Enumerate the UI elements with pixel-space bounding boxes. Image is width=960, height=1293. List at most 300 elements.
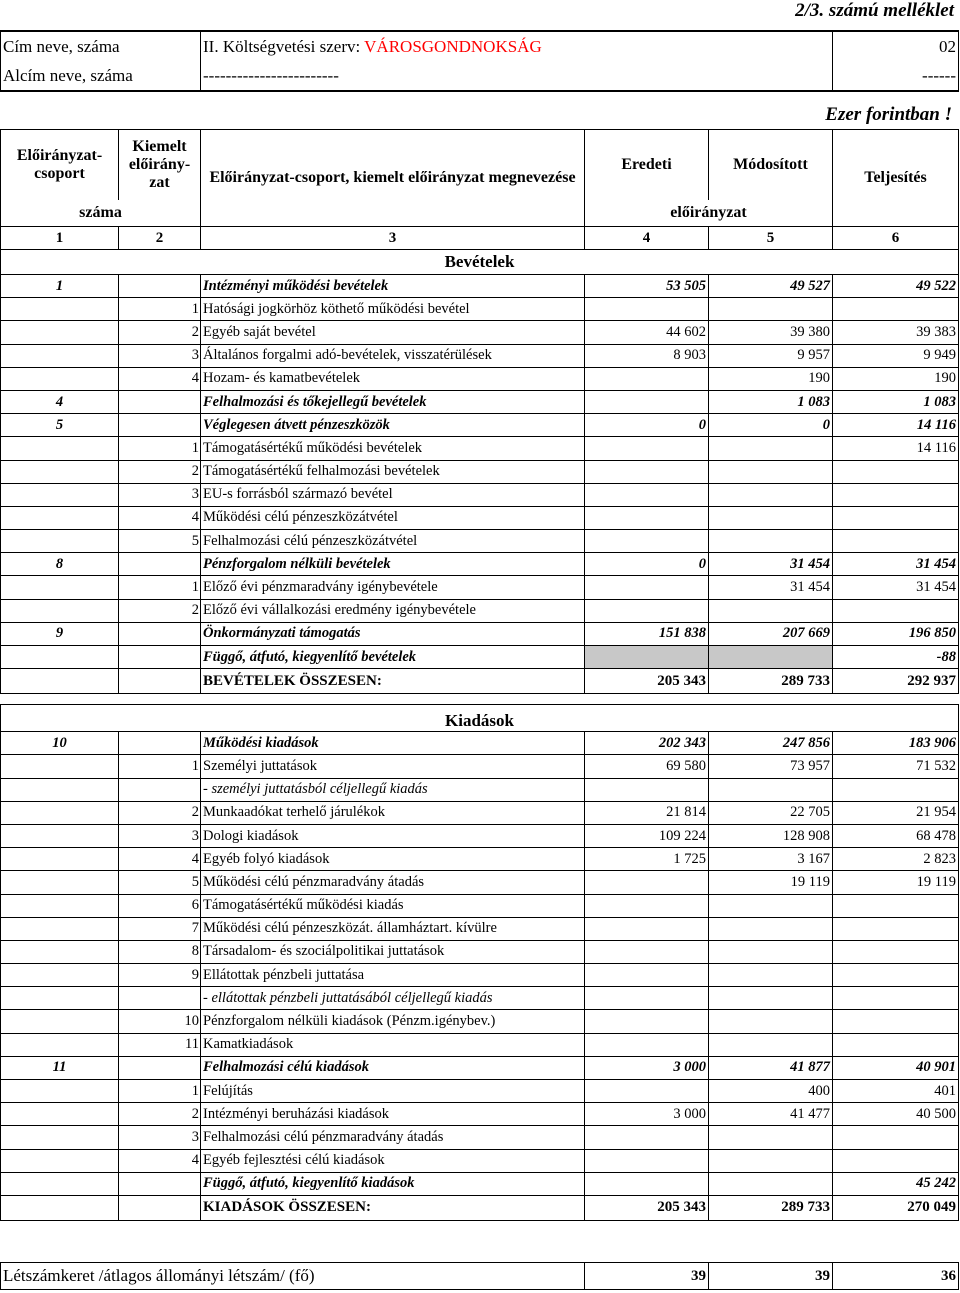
modified-value-cell: 1 083 — [709, 390, 833, 413]
original-value-cell — [585, 1172, 709, 1195]
col-modified-header: Módosított — [709, 130, 833, 201]
item-name-cell: Függő, átfutó, kiegyenlítő kiadások — [201, 1172, 585, 1195]
modified-value-cell — [709, 530, 833, 553]
completed-value-cell — [833, 778, 959, 801]
item-name-cell: Támogatásértékű működési bevételek — [201, 437, 585, 460]
modified-value-cell — [709, 894, 833, 917]
modified-value-cell — [709, 460, 833, 483]
expense-row — [1, 824, 959, 847]
item-name-cell: EU-s forrásból származó bevétel — [201, 483, 585, 506]
modified-value-cell — [709, 1126, 833, 1149]
group-number-cell — [1, 530, 119, 553]
completed-value-cell — [833, 964, 959, 987]
group-number-cell — [1, 917, 119, 940]
column-header-row — [1, 130, 959, 201]
original-value-cell: 202 343 — [585, 732, 709, 755]
group-number-cell: 10 — [1, 732, 119, 755]
item-number-cell — [119, 553, 201, 576]
income-row — [1, 298, 959, 321]
expense-row — [1, 755, 959, 778]
group-number-cell — [1, 848, 119, 871]
item-name-cell: Felhalmozási célú pénzeszközátvétel — [201, 530, 585, 553]
group-number-cell — [1, 824, 119, 847]
item-name-cell: Működési kiadások — [201, 732, 585, 755]
modified-value-cell: 22 705 — [709, 801, 833, 824]
item-number-cell — [119, 622, 201, 645]
group-number-cell: 9 — [1, 622, 119, 645]
completed-value-cell: 401 — [833, 1080, 959, 1103]
completed-value-cell — [833, 917, 959, 940]
completed-value-cell: 14 116 — [833, 437, 959, 460]
completed-value-cell: 9 949 — [833, 344, 959, 367]
original-value-cell — [585, 1126, 709, 1149]
item-number-cell: 5 — [119, 871, 201, 894]
group-number-cell — [1, 506, 119, 529]
group-number-cell — [1, 987, 119, 1010]
col-name-header: Előirányzat-csoport, kiemelt előirányzat megnevezése — [201, 130, 585, 227]
item-name-cell: Pénzforgalom nélküli kiadások (Pénzm.igénybev.) — [201, 1010, 585, 1033]
completed-value-cell: 1 083 — [833, 390, 959, 413]
col-appropriation-label: előirányzat — [585, 200, 833, 227]
staff-original: 39 — [585, 1263, 709, 1290]
group-number-cell — [1, 1195, 119, 1220]
income-row — [1, 275, 959, 298]
original-value-cell: 69 580 — [585, 755, 709, 778]
modified-value-cell: 73 957 — [709, 755, 833, 778]
item-name-cell: Általános forgalmi adó-bevételek, visszatérülések — [201, 344, 585, 367]
staff-completed: 36 — [833, 1263, 959, 1290]
item-number-cell: 6 — [119, 894, 201, 917]
completed-value-cell — [833, 1149, 959, 1172]
modified-value-cell: 3 167 — [709, 848, 833, 871]
col-group-header: Előirányzat-csoport — [1, 130, 119, 201]
header-table — [0, 30, 959, 92]
item-number-cell: 4 — [119, 506, 201, 529]
modified-value-cell — [709, 1010, 833, 1033]
item-name-cell: Egyéb saját bevétel — [201, 321, 585, 344]
item-number-cell — [119, 732, 201, 755]
original-value-cell: 1 725 — [585, 848, 709, 871]
original-value-cell: 151 838 — [585, 622, 709, 645]
original-value-cell — [585, 298, 709, 321]
col-number: 2 — [119, 227, 201, 250]
item-number-cell: 2 — [119, 801, 201, 824]
modified-value-cell: 31 454 — [709, 576, 833, 599]
item-number-cell — [119, 987, 201, 1010]
completed-value-cell — [833, 987, 959, 1010]
group-number-cell — [1, 367, 119, 390]
group-number-cell: 11 — [1, 1056, 119, 1079]
expense-row — [1, 964, 959, 987]
expense-row — [1, 1103, 959, 1126]
item-name-cell: Működési célú pénzeszközátvétel — [201, 506, 585, 529]
subtitle-code: ------ — [833, 61, 959, 91]
item-name-cell: Véglegesen átvett pénzeszközök — [201, 414, 585, 437]
staff-label: Létszámkeret /átlagos állományi létszám/ (fő) — [1, 1263, 585, 1290]
item-number-cell: 9 — [119, 964, 201, 987]
subtitle-value: ------------------------ — [201, 61, 833, 91]
item-number-cell: 8 — [119, 940, 201, 963]
original-value-cell: 3 000 — [585, 1103, 709, 1126]
completed-value-cell — [833, 940, 959, 963]
completed-value-cell — [833, 1126, 959, 1149]
modified-value-cell: 190 — [709, 367, 833, 390]
original-value-cell — [585, 1080, 709, 1103]
modified-value-cell: 41 877 — [709, 1056, 833, 1079]
group-number-cell — [1, 871, 119, 894]
income-row — [1, 483, 959, 506]
completed-value-cell: 292 937 — [833, 669, 959, 694]
original-value-cell — [585, 483, 709, 506]
expense-row — [1, 917, 959, 940]
group-number-cell — [1, 599, 119, 622]
income-row — [1, 460, 959, 483]
group-number-cell — [1, 940, 119, 963]
expense-row — [1, 778, 959, 801]
staff-modified: 39 — [709, 1263, 833, 1290]
modified-value-cell: 400 — [709, 1080, 833, 1103]
group-number-cell: 4 — [1, 390, 119, 413]
original-value-cell — [585, 530, 709, 553]
original-value-cell — [585, 1010, 709, 1033]
completed-value-cell: 196 850 — [833, 622, 959, 645]
col-number: 4 — [585, 227, 709, 250]
completed-value-cell — [833, 599, 959, 622]
original-value-cell — [585, 917, 709, 940]
original-value-cell: 0 — [585, 414, 709, 437]
expense-row — [1, 1056, 959, 1079]
item-number-cell: 2 — [119, 321, 201, 344]
original-value-cell: 0 — [585, 553, 709, 576]
completed-value-cell: 21 954 — [833, 801, 959, 824]
original-value-cell — [585, 646, 709, 669]
modified-value-cell — [709, 298, 833, 321]
modified-value-cell — [709, 506, 833, 529]
item-name-cell: Működési célú pénzmaradvány átadás — [201, 871, 585, 894]
item-name-cell: BEVÉTELEK ÖSSZESEN: — [201, 669, 585, 694]
col-number: 5 — [709, 227, 833, 250]
staff-row — [1, 1263, 959, 1290]
modified-value-cell — [709, 964, 833, 987]
modified-value-cell — [709, 1149, 833, 1172]
title-code: 02 — [833, 31, 959, 61]
spacer-row — [1, 694, 959, 705]
item-name-cell: Felújítás — [201, 1080, 585, 1103]
original-value-cell — [585, 940, 709, 963]
original-value-cell: 8 903 — [585, 344, 709, 367]
item-number-cell — [119, 390, 201, 413]
original-value-cell — [585, 460, 709, 483]
modified-value-cell: 0 — [709, 414, 833, 437]
modified-value-cell: 289 733 — [709, 669, 833, 694]
completed-value-cell: 2 823 — [833, 848, 959, 871]
item-name-cell: Ellátottak pénzbeli juttatása — [201, 964, 585, 987]
item-name-cell: - személyi juttatásból céljellegű kiadás — [201, 778, 585, 801]
group-number-cell — [1, 321, 119, 344]
item-name-cell: Egyéb fejlesztési célú kiadások — [201, 1149, 585, 1172]
item-number-cell: 1 — [119, 1080, 201, 1103]
expense-row — [1, 871, 959, 894]
item-name-cell: Dologi kiadások — [201, 824, 585, 847]
modified-value-cell — [709, 437, 833, 460]
expense-row — [1, 1195, 959, 1220]
original-value-cell — [585, 576, 709, 599]
completed-value-cell: 71 532 — [833, 755, 959, 778]
expense-section-title: Kiadások — [1, 705, 959, 732]
modified-value-cell — [709, 940, 833, 963]
modified-value-cell — [709, 1033, 833, 1056]
original-value-cell — [585, 506, 709, 529]
completed-value-cell: 14 116 — [833, 414, 959, 437]
income-row — [1, 437, 959, 460]
expense-row — [1, 987, 959, 1010]
completed-value-cell: 19 119 — [833, 871, 959, 894]
item-number-cell: 1 — [119, 576, 201, 599]
group-number-cell — [1, 801, 119, 824]
income-row — [1, 414, 959, 437]
item-name-cell: - ellátottak pénzbeli juttatásából céljellegű kiadás — [201, 987, 585, 1010]
item-number-cell — [119, 778, 201, 801]
group-number-cell: 1 — [1, 275, 119, 298]
group-number-cell — [1, 778, 119, 801]
item-name-cell: Kamatkiadások — [201, 1033, 585, 1056]
completed-value-cell — [833, 1033, 959, 1056]
modified-value-cell: 207 669 — [709, 622, 833, 645]
subtitle-row — [1, 61, 959, 91]
expense-row — [1, 1149, 959, 1172]
item-number-cell — [119, 646, 201, 669]
original-value-cell — [585, 871, 709, 894]
group-number-cell — [1, 344, 119, 367]
item-number-cell: 1 — [119, 298, 201, 321]
completed-value-cell — [833, 894, 959, 917]
original-value-cell: 205 343 — [585, 669, 709, 694]
income-row — [1, 321, 959, 344]
group-number-cell — [1, 1080, 119, 1103]
item-name-cell: Felhalmozási és tőkejellegű bevételek — [201, 390, 585, 413]
modified-value-cell: 31 454 — [709, 553, 833, 576]
income-row — [1, 344, 959, 367]
completed-value-cell: 190 — [833, 367, 959, 390]
col-number: 6 — [833, 227, 959, 250]
item-name-cell: Egyéb folyó kiadások — [201, 848, 585, 871]
item-number-cell: 10 — [119, 1010, 201, 1033]
group-number-cell — [1, 646, 119, 669]
completed-value-cell — [833, 483, 959, 506]
expense-row — [1, 732, 959, 755]
modified-value-cell: 39 380 — [709, 321, 833, 344]
original-value-cell — [585, 1033, 709, 1056]
group-number-cell — [1, 460, 119, 483]
budget-table-body — [1, 130, 959, 1221]
title-value — [201, 31, 833, 61]
expense-row — [1, 1080, 959, 1103]
completed-value-cell: 40 500 — [833, 1103, 959, 1126]
completed-value-cell: 49 522 — [833, 275, 959, 298]
group-number-cell — [1, 576, 119, 599]
item-number-cell: 3 — [119, 824, 201, 847]
modified-value-cell — [709, 778, 833, 801]
item-name-cell: Pénzforgalom nélküli bevételek — [201, 553, 585, 576]
completed-value-cell: 39 383 — [833, 321, 959, 344]
spacer-cell — [1, 694, 959, 705]
title-row — [1, 31, 959, 61]
expense-section-row — [1, 705, 959, 732]
item-number-cell: 3 — [119, 483, 201, 506]
item-name-cell: Támogatásértékű működési kiadás — [201, 894, 585, 917]
item-name-cell: Felhalmozási célú pénzmaradvány átadás — [201, 1126, 585, 1149]
modified-value-cell: 247 856 — [709, 732, 833, 755]
completed-value-cell — [833, 506, 959, 529]
original-value-cell — [585, 987, 709, 1010]
group-number-cell — [1, 755, 119, 778]
group-number-cell — [1, 894, 119, 917]
income-row — [1, 646, 959, 669]
modified-value-cell: 49 527 — [709, 275, 833, 298]
group-number-cell — [1, 1149, 119, 1172]
item-number-cell: 1 — [119, 755, 201, 778]
group-number-cell: 5 — [1, 414, 119, 437]
group-number-cell — [1, 964, 119, 987]
original-value-cell: 109 224 — [585, 824, 709, 847]
income-row — [1, 599, 959, 622]
group-number-cell — [1, 669, 119, 694]
col-number: 3 — [201, 227, 585, 250]
completed-value-cell: 270 049 — [833, 1195, 959, 1220]
item-number-cell: 1 — [119, 437, 201, 460]
expense-row — [1, 940, 959, 963]
modified-value-cell: 128 908 — [709, 824, 833, 847]
completed-value-cell: -88 — [833, 646, 959, 669]
item-name-cell: Társadalom- és szociálpolitikai juttatások — [201, 940, 585, 963]
item-number-cell: 4 — [119, 848, 201, 871]
item-name-cell: Hatósági jogkörhöz köthető működési bevétel — [201, 298, 585, 321]
col-number-label: száma — [1, 200, 201, 227]
income-row — [1, 390, 959, 413]
modified-value-cell — [709, 599, 833, 622]
group-number-cell — [1, 1033, 119, 1056]
original-value-cell — [585, 367, 709, 390]
expense-row — [1, 848, 959, 871]
income-row — [1, 576, 959, 599]
original-value-cell — [585, 437, 709, 460]
completed-value-cell — [833, 530, 959, 553]
item-number-cell: 2 — [119, 1103, 201, 1126]
item-number-cell: 4 — [119, 367, 201, 390]
group-number-cell — [1, 1172, 119, 1195]
group-number-cell — [1, 483, 119, 506]
modified-value-cell — [709, 987, 833, 1010]
item-number-cell: 3 — [119, 344, 201, 367]
column-number-row — [1, 227, 959, 250]
completed-value-cell — [833, 1010, 959, 1033]
col-number: 1 — [1, 227, 119, 250]
unit-note: Ezer forintban ! — [825, 104, 952, 125]
item-name-cell: Hozam- és kamatbevételek — [201, 367, 585, 390]
item-number-cell — [119, 1195, 201, 1220]
item-number-cell: 4 — [119, 1149, 201, 1172]
original-value-cell: 44 602 — [585, 321, 709, 344]
completed-value-cell: 31 454 — [833, 553, 959, 576]
modified-value-cell — [709, 483, 833, 506]
title-prefix: II. Költségvetési szerv: — [203, 36, 365, 56]
item-name-cell: Intézményi beruházási kiadások — [201, 1103, 585, 1126]
item-name-cell: Felhalmozási célú kiadások — [201, 1056, 585, 1079]
item-number-cell: 2 — [119, 460, 201, 483]
modified-value-cell: 289 733 — [709, 1195, 833, 1220]
original-value-cell — [585, 778, 709, 801]
item-name-cell: Előző évi vállalkozási eredmény igénybevétele — [201, 599, 585, 622]
col-original-header: Eredeti — [585, 130, 709, 201]
item-number-cell — [119, 1056, 201, 1079]
annex-label: 2/3. számú melléklet — [795, 0, 954, 21]
modified-value-cell — [709, 917, 833, 940]
item-name-cell: Függő, átfutó, kiegyenlítő bevételek — [201, 646, 585, 669]
original-value-cell — [585, 894, 709, 917]
title-label: Cím neve, száma — [1, 31, 201, 61]
item-name-cell: Személyi juttatások — [201, 755, 585, 778]
item-name-cell: Támogatásértékű felhalmozási bevételek — [201, 460, 585, 483]
modified-value-cell — [709, 1172, 833, 1195]
item-number-cell — [119, 1172, 201, 1195]
item-number-cell — [119, 669, 201, 694]
item-name-cell: Intézményi működési bevételek — [201, 275, 585, 298]
item-name-cell: Előző évi pénzmaradvány igénybevétele — [201, 576, 585, 599]
col-highlighted-header: Kiemelt előirány-zat — [119, 130, 201, 201]
group-number-cell — [1, 298, 119, 321]
staff-table — [0, 1262, 959, 1290]
completed-value-cell — [833, 298, 959, 321]
original-value-cell — [585, 599, 709, 622]
item-name-cell: Működési célú pénzeszközát. államháztart. kívülre — [201, 917, 585, 940]
title-org-name: VÁROSGONDNOKSÁG — [364, 36, 542, 56]
income-row — [1, 506, 959, 529]
income-row — [1, 367, 959, 390]
item-number-cell: 3 — [119, 1126, 201, 1149]
original-value-cell — [585, 964, 709, 987]
original-value-cell: 53 505 — [585, 275, 709, 298]
group-number-cell — [1, 1103, 119, 1126]
modified-value-cell — [709, 646, 833, 669]
completed-value-cell — [833, 460, 959, 483]
col-completed-header: Teljesítés — [833, 130, 959, 227]
income-row — [1, 622, 959, 645]
item-name-cell: KIADÁSOK ÖSSZESEN: — [201, 1195, 585, 1220]
budget-table — [0, 129, 959, 1221]
modified-value-cell: 9 957 — [709, 344, 833, 367]
expense-row — [1, 894, 959, 917]
item-number-cell — [119, 275, 201, 298]
completed-value-cell: 40 901 — [833, 1056, 959, 1079]
income-row — [1, 669, 959, 694]
expense-row — [1, 1033, 959, 1056]
group-number-cell — [1, 1010, 119, 1033]
income-row — [1, 553, 959, 576]
item-number-cell — [119, 414, 201, 437]
completed-value-cell: 31 454 — [833, 576, 959, 599]
expense-row — [1, 1126, 959, 1149]
original-value-cell — [585, 390, 709, 413]
original-value-cell: 205 343 — [585, 1195, 709, 1220]
completed-value-cell: 45 242 — [833, 1172, 959, 1195]
subtitle-label: Alcím neve, száma — [1, 61, 201, 91]
item-number-cell: 7 — [119, 917, 201, 940]
item-number-cell: 2 — [119, 599, 201, 622]
original-value-cell: 3 000 — [585, 1056, 709, 1079]
original-value-cell: 21 814 — [585, 801, 709, 824]
item-number-cell: 5 — [119, 530, 201, 553]
item-number-cell: 11 — [119, 1033, 201, 1056]
